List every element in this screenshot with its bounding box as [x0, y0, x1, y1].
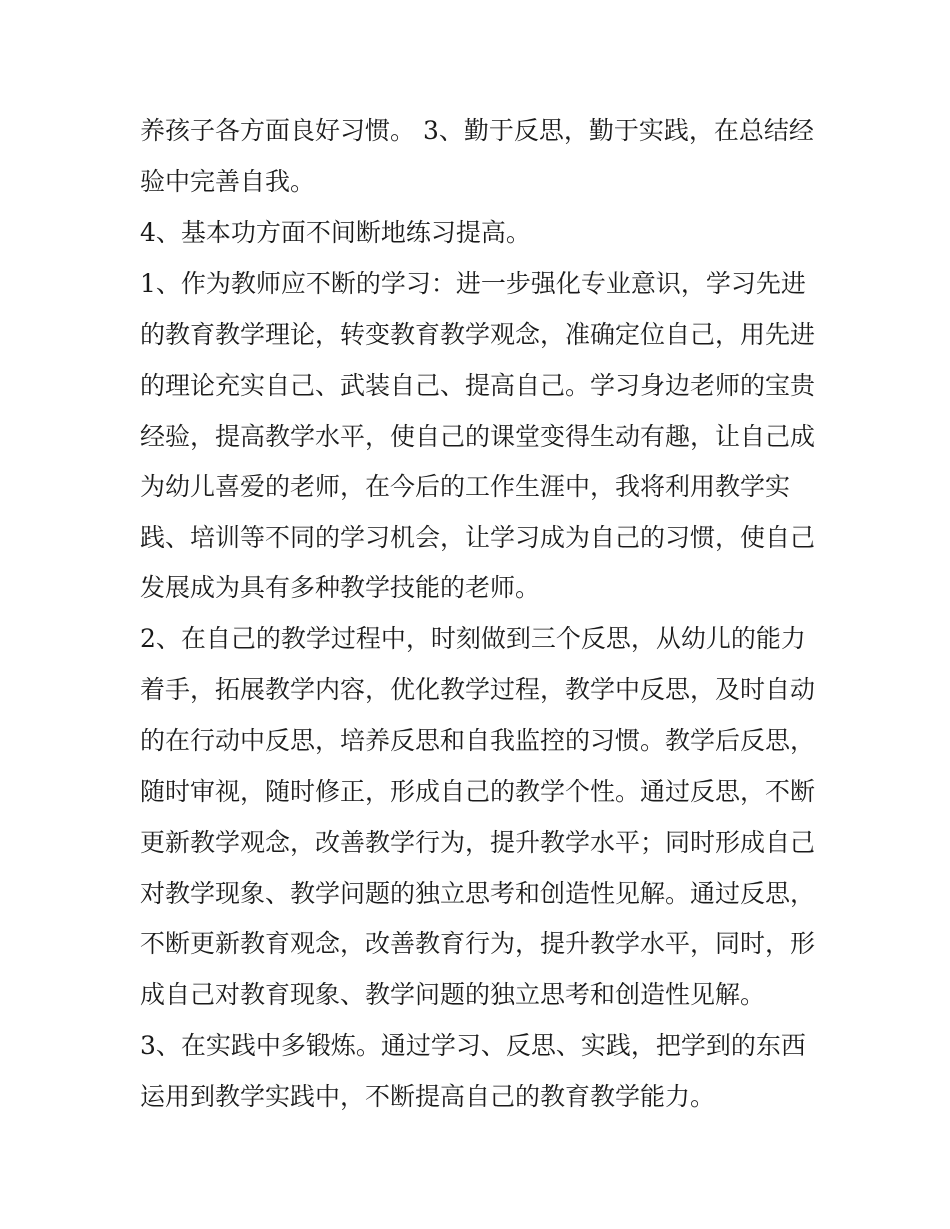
text-line: 的在行动中反思，培养反思和自我监控的习惯。教学后反思，: [140, 726, 816, 755]
text-line: 验中完善自我。: [140, 167, 316, 196]
text-line: 不断更新教育观念，改善教育行为，提升教学水平，同时，形: [140, 929, 816, 958]
text-line: 践、培训等不同的学习机会，让学习成为自己的习惯，使自己: [140, 523, 816, 552]
text-line: 的教育教学理论，转变教育教学观念，准确定位自己，用先进: [140, 320, 816, 349]
text-line: 的理论充实自己、武装自己、提高自己。学习身边老师的宝贵: [140, 371, 816, 400]
text-line: 对教学现象、教学问题的独立思考和创造性见解。通过反思，: [140, 879, 816, 908]
text-line: 发展成为具有多种教学技能的老师。: [140, 573, 541, 602]
text-line: 养孩子各方面良好习惯。 3、勤于反思，勤于实践，在总结经: [140, 116, 814, 145]
text-line: 更新教学观念，改善教学行为，提升教学水平；同时形成自己: [140, 828, 816, 857]
text-line: 4、基本功方面不间断地练习提高。: [140, 218, 531, 247]
text-line: 成自己对教育现象、教学问题的独立思考和创造性见解。: [140, 980, 766, 1009]
text-line: 经验，提高教学水平，使自己的课堂变得生动有趣，让自己成: [140, 422, 816, 451]
text-line: 2、在自己的教学过程中，时刻做到三个反思，从幼儿的能力: [140, 624, 806, 653]
text-line: 随时审视，随时修正，形成自己的教学个性。通过反思，不断: [140, 777, 816, 806]
text-line: 运用到教学实践中，不断提高自己的教育教学能力。: [140, 1082, 716, 1111]
text-line: 为幼儿喜爱的老师，在今后的工作生涯中，我将利用教学实: [140, 472, 791, 501]
text-line: 1、作为教师应不断的学习：进一步强化专业意识，学习先进: [140, 269, 806, 298]
text-line: 着手，拓展教学内容，优化教学过程，教学中反思，及时自动: [140, 675, 816, 704]
text-line: 3、在实践中多锻炼。通过学习、反思、实践，把学到的东西: [140, 1031, 806, 1060]
